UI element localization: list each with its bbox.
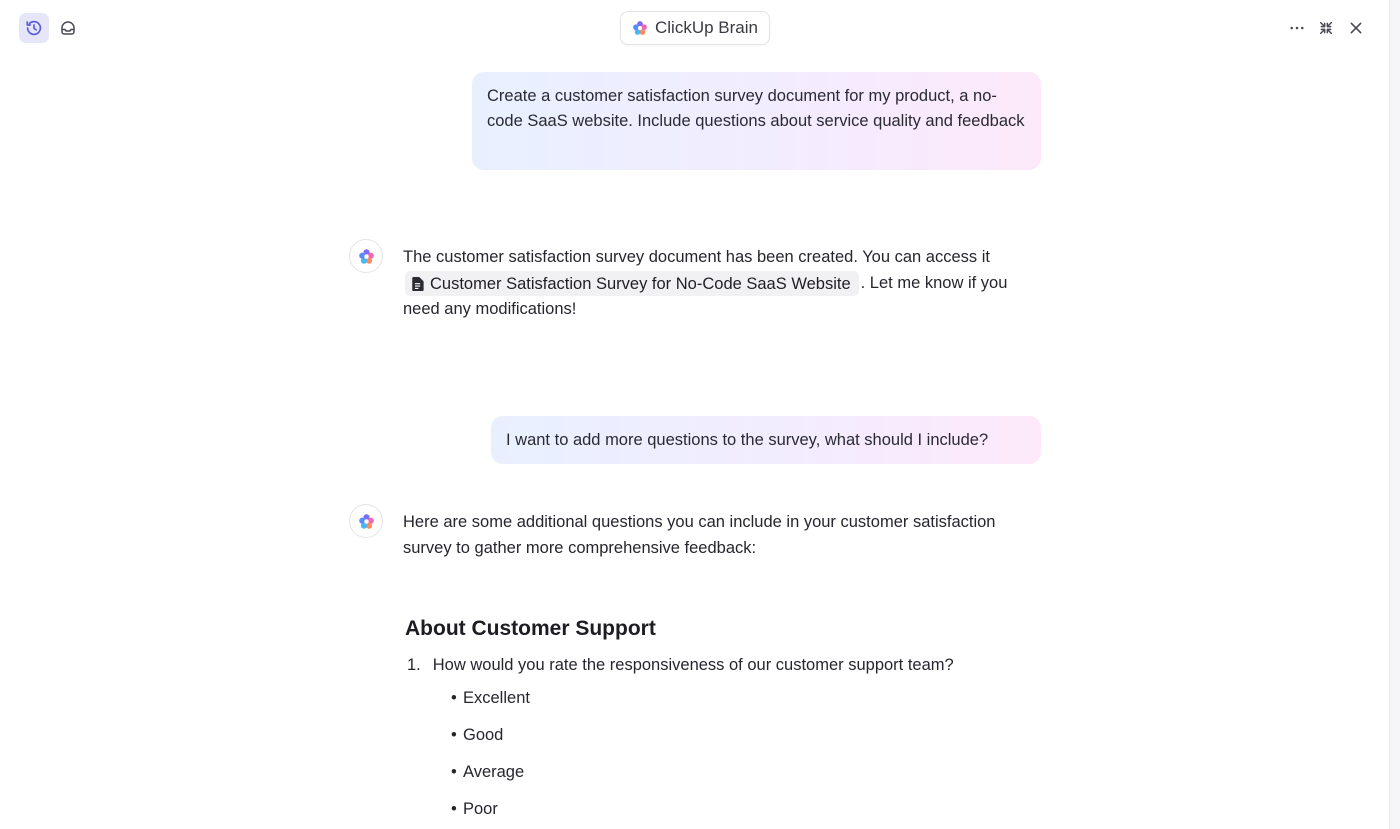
answer-options-list xyxy=(451,686,530,829)
list-item xyxy=(451,686,530,723)
collapse-button[interactable] xyxy=(1311,13,1341,43)
inbox-icon xyxy=(59,19,77,37)
more-dots-icon xyxy=(1288,19,1306,37)
option-label: Good xyxy=(463,726,504,744)
bullet-icon: • xyxy=(451,800,457,818)
list-item xyxy=(451,723,530,760)
user-message-text: I want to add more questions to the survey, what should I include? xyxy=(506,431,989,449)
user-message-text: Create a customer satisfaction survey document for my product, a no-code SaaS website. Include questions about service quality and feedback xyxy=(487,87,1025,130)
user-message-bubble xyxy=(491,416,1041,464)
question-number: 1. xyxy=(407,656,421,674)
doc-link-chip[interactable] xyxy=(405,271,859,296)
inbox-button[interactable] xyxy=(53,13,83,43)
option-label: Excellent xyxy=(463,689,530,707)
clickup-brain-avatar-icon xyxy=(358,513,375,530)
close-button[interactable] xyxy=(1341,13,1371,43)
bullet-icon: • xyxy=(451,726,457,744)
bullet-icon: • xyxy=(451,763,457,781)
window-edge xyxy=(1390,0,1400,829)
list-item xyxy=(451,797,530,829)
doc-link-label: Customer Satisfaction Survey for No-Code SaaS Website xyxy=(430,274,851,293)
option-label: Average xyxy=(463,763,525,781)
document-icon xyxy=(411,277,424,291)
ai-response-after-link: . Let me know if you need any modifications! xyxy=(403,274,1008,319)
section-heading: About Customer Support xyxy=(405,617,656,640)
more-options-button[interactable] xyxy=(1282,13,1312,43)
history-icon xyxy=(25,19,43,37)
history-button[interactable] xyxy=(19,13,49,43)
list-item xyxy=(451,760,530,797)
bullet-icon: • xyxy=(451,689,457,707)
collapse-icon xyxy=(1318,20,1334,36)
ai-avatar xyxy=(349,239,383,273)
clickup-brain-avatar-icon xyxy=(358,248,375,265)
clickup-brain-title[interactable] xyxy=(620,11,770,45)
ai-response-intro: Here are some additional questions you can include in your customer satisfaction survey to gather more comprehensive feedback: xyxy=(403,513,996,557)
header-title-text: ClickUp Brain xyxy=(655,18,758,37)
survey-question xyxy=(407,656,954,675)
ai-avatar xyxy=(349,504,383,538)
ai-response-before-link: The customer satisfaction survey document has been created. You can access it xyxy=(403,248,990,266)
top-bar xyxy=(0,0,1390,56)
close-icon xyxy=(1348,20,1364,36)
ai-response-text xyxy=(403,244,1043,322)
clickup-brain-logo-icon xyxy=(632,20,648,36)
question-text: How would you rate the responsiveness of our customer support team? xyxy=(432,656,954,674)
user-message-bubble xyxy=(472,72,1041,170)
option-label: Poor xyxy=(463,800,498,818)
